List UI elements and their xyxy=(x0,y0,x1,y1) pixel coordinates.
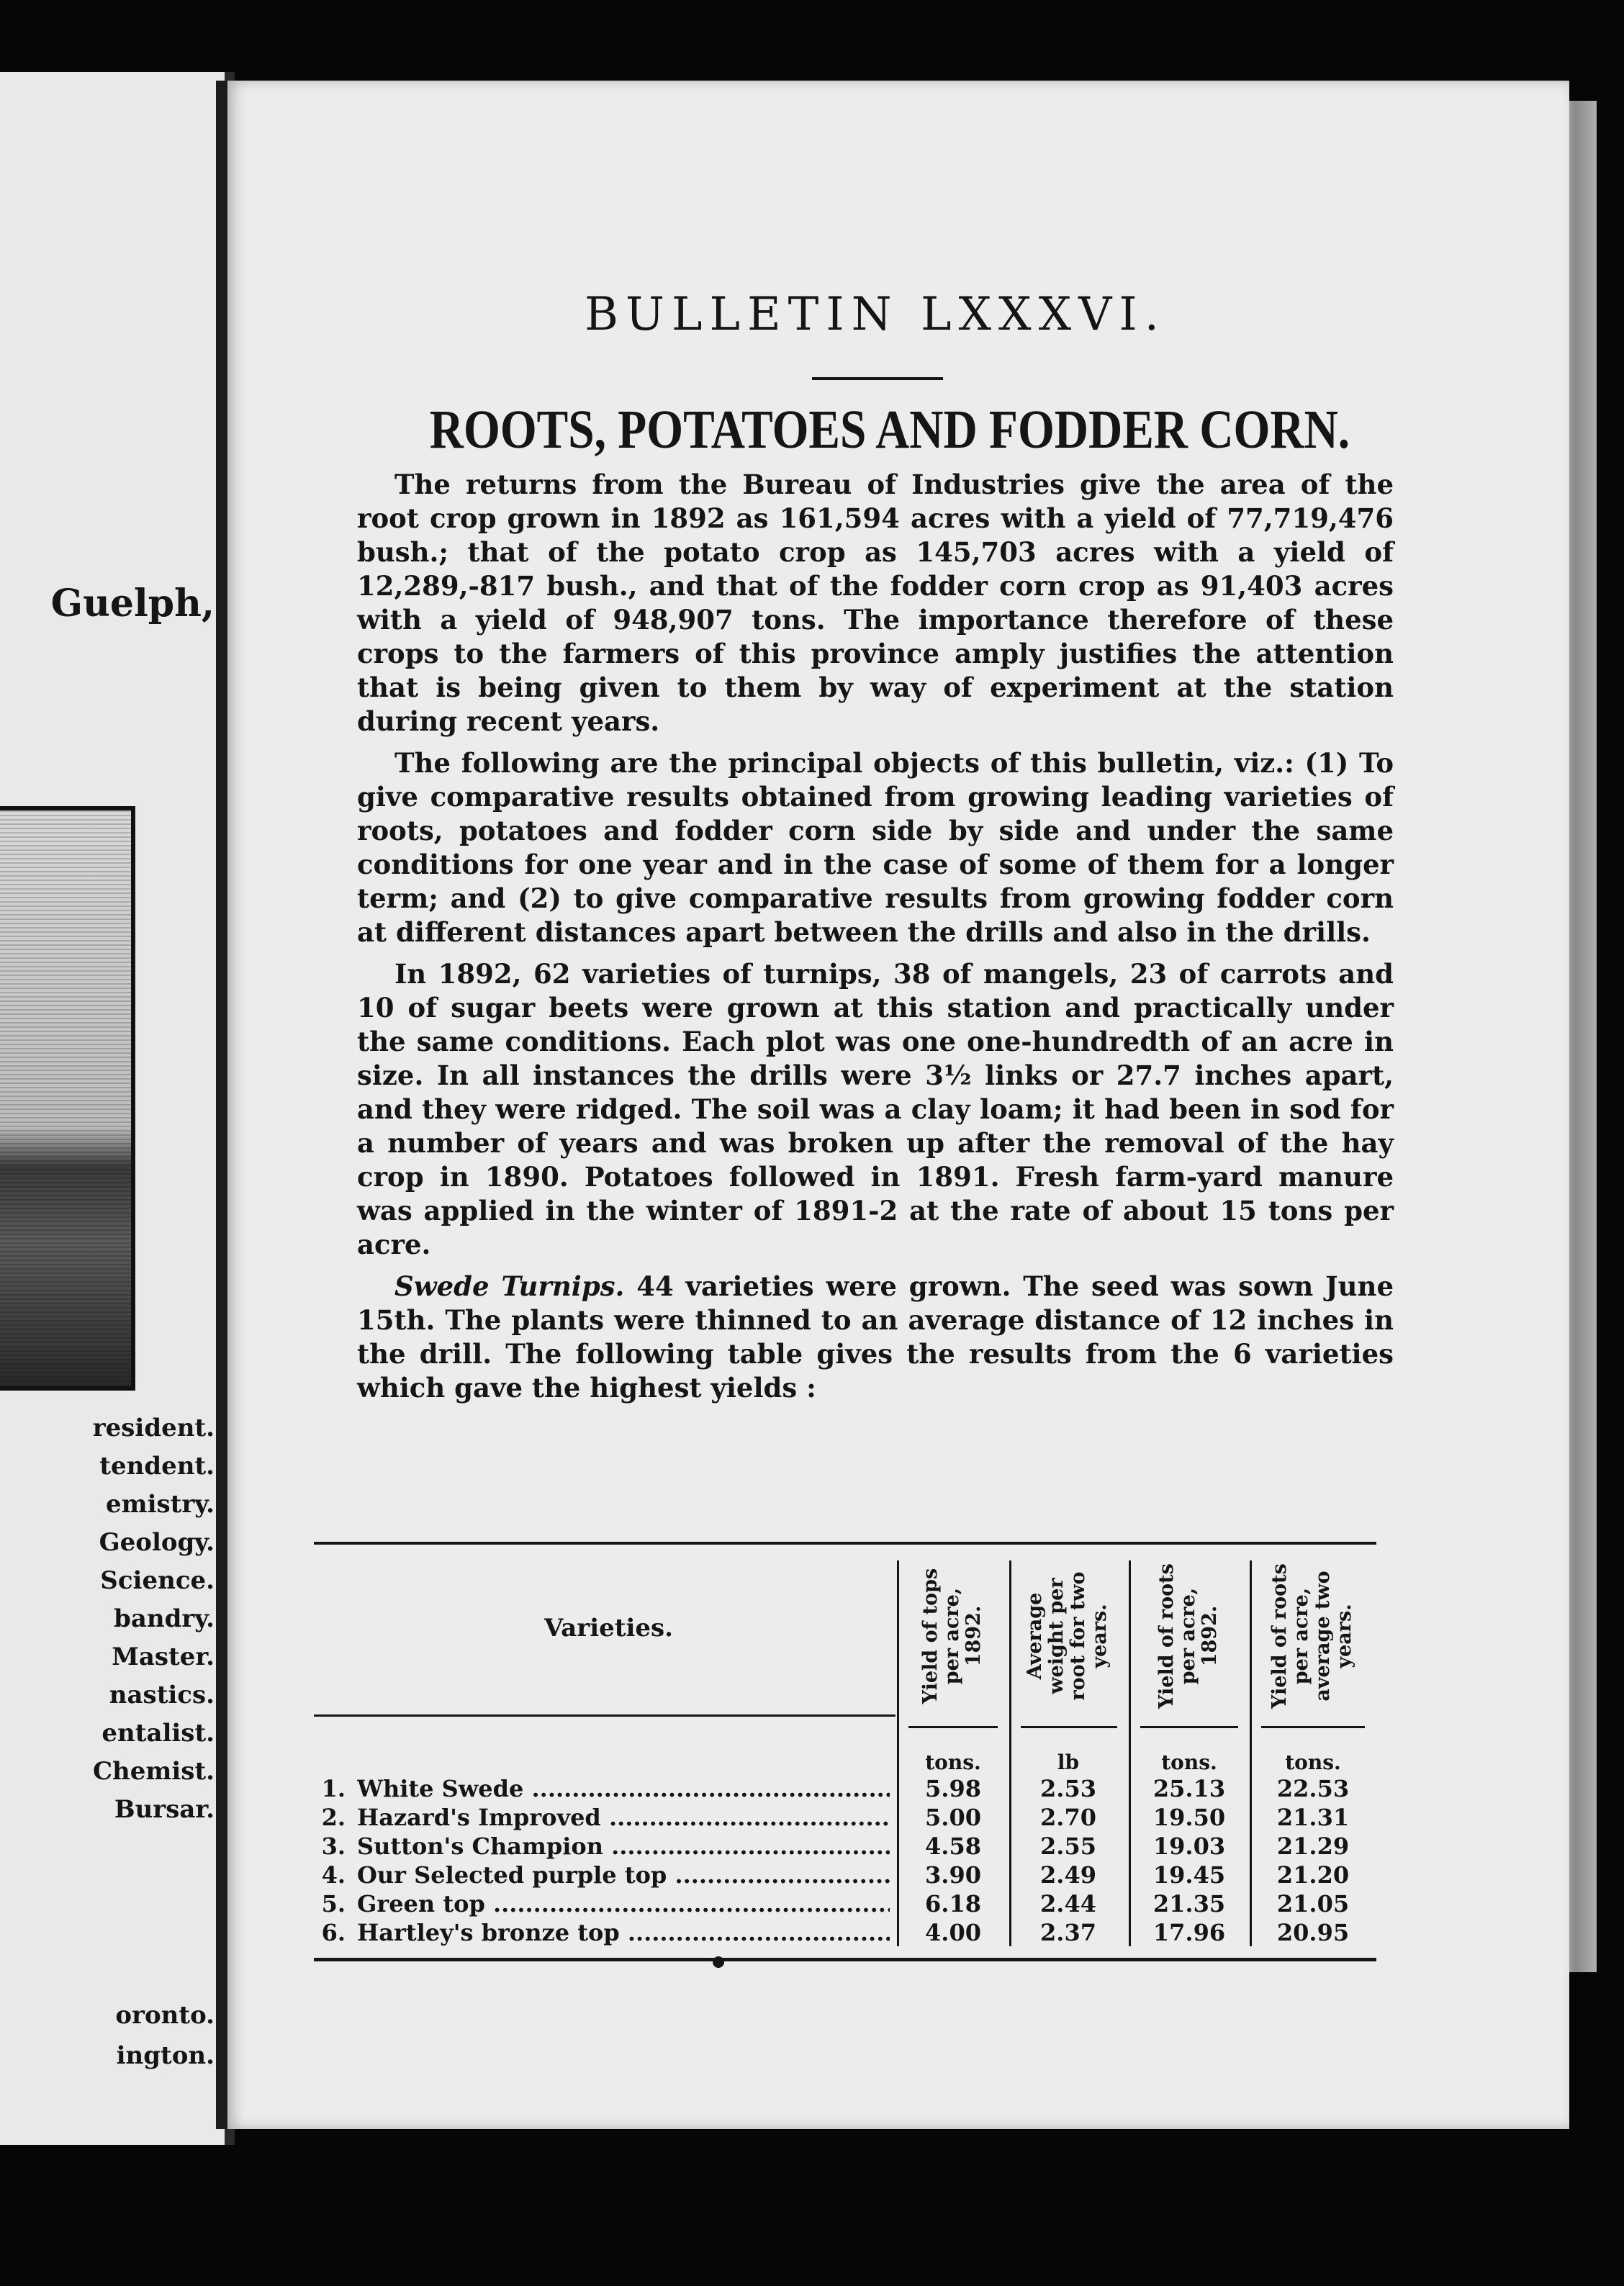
staff-title: Chemist. xyxy=(93,1757,215,1786)
roots-yield-average: 21.29 xyxy=(1276,1833,1350,1860)
variety-name: Sutton's Champion ..... xyxy=(357,1833,890,1860)
table-row xyxy=(314,1804,1376,1833)
tops-yield: 3.90 xyxy=(925,1861,981,1889)
root-weight: 2.53 xyxy=(1040,1775,1096,1802)
roots-yield: 21.35 xyxy=(1152,1890,1226,1917)
staff-title: resident. xyxy=(92,1414,215,1442)
facing-page-staff-list xyxy=(93,1409,215,1829)
tops-yield: 5.00 xyxy=(925,1804,981,1831)
root-weight: 2.70 xyxy=(1040,1804,1096,1831)
table-row xyxy=(314,1775,1376,1804)
root-weight: 2.55 xyxy=(1040,1833,1096,1860)
column-header-rule xyxy=(1261,1726,1365,1728)
table-top-rule xyxy=(314,1542,1376,1545)
roots-yield: 25.13 xyxy=(1152,1775,1226,1802)
row-number: 2. xyxy=(321,1804,346,1831)
staff-title: nastics. xyxy=(109,1681,215,1709)
roots-yield-average: 21.05 xyxy=(1276,1890,1350,1917)
staff-title: bandry. xyxy=(114,1604,215,1633)
bulletin-number: BULLETIN LXXXVI. xyxy=(584,288,1167,341)
column-header xyxy=(1024,1556,1111,1716)
column-header-rule xyxy=(1021,1726,1117,1728)
page-mark-dot xyxy=(713,1956,724,1968)
paragraph: The following are the principal objects of this bulletin, viz.: (1) To give comparative results obtained from growing leading varieties of roots, potatoes and fodder corn side by side and under the same conditions for one year and in the case of some of them for a longer term; and (2) to give comparative results from growing fodder corn at different distances apart between the drills and also in the drills. xyxy=(357,747,1394,948)
roots-yield-average: 22.53 xyxy=(1276,1775,1350,1802)
column-header-rule xyxy=(1140,1726,1238,1728)
column-header-text: Average weight per root for two years. xyxy=(1024,1571,1111,1701)
variety-name: White Swede ..... xyxy=(357,1775,890,1802)
bulletin-page xyxy=(216,81,1569,2129)
paragraph xyxy=(357,1270,1394,1405)
unit-label: tons. xyxy=(1285,1750,1341,1774)
roots-yield-average: 20.95 xyxy=(1276,1919,1350,1946)
staff-title: emistry. xyxy=(106,1490,215,1519)
table-bottom-rule xyxy=(314,1958,1376,1961)
facing-page-heading: Guelph, xyxy=(50,582,215,625)
column-header-text: Yield of roots per acre, 1892. xyxy=(1155,1563,1221,1709)
variety-name: Green top ..... xyxy=(357,1890,890,1917)
column-header xyxy=(920,1556,985,1716)
column-header-text: Yield of roots per acre, average two years. xyxy=(1268,1563,1355,1709)
table-row xyxy=(314,1833,1376,1861)
roots-yield: 17.96 xyxy=(1152,1919,1226,1946)
row-number: 1. xyxy=(321,1775,346,1802)
tops-yield: 6.18 xyxy=(925,1890,981,1917)
staff-title: Science. xyxy=(100,1566,215,1595)
root-weight: 2.44 xyxy=(1040,1890,1096,1917)
body-text xyxy=(357,468,1394,1413)
column-header xyxy=(1268,1556,1355,1716)
roots-yield: 19.50 xyxy=(1152,1804,1226,1831)
tops-yield: 5.98 xyxy=(925,1775,981,1802)
staff-title: entalist. xyxy=(102,1719,215,1748)
variety-name: Hartley's bronze top ..... xyxy=(357,1919,890,1946)
row-number: 3. xyxy=(321,1833,346,1860)
page-title: ROOTS, POTATOES AND FODDER CORN. xyxy=(429,399,1350,460)
swede-turnips-text: 44 varieties were grown. The seed was sown June 15th. The plants were thinned to an average distance of 12 inches in the drill. The following table gives the results from the 6 varieties which gave the highest yields : xyxy=(357,1270,1394,1404)
staff-title: Master. xyxy=(112,1643,215,1671)
column-header-text: Yield of tops per acre, 1892. xyxy=(919,1568,985,1704)
row-number: 4. xyxy=(321,1861,346,1889)
swede-turnips-label: Swede Turnips. xyxy=(394,1270,625,1302)
roots-yield: 19.45 xyxy=(1152,1861,1226,1889)
staff-title: Geology. xyxy=(99,1528,215,1557)
table-header-rule xyxy=(314,1715,896,1717)
roots-yield: 19.03 xyxy=(1152,1833,1226,1860)
paragraph: In 1892, 62 varieties of turnips, 38 of mangels, 23 of carrots and 10 of sugar beets were grown at this station and practically under the same conditions. Each plot was one one-hundredth of an acre in size. In all instances the drills were 3½ links or 27.7 inches apart, and they were ridged. The soil was a clay loam; it had been in sod for a number of years and was broken up after the removal of the hay crop in 1890. Potatoes followed in 1891. Fresh farm-yard manure was applied in the winter of 1891-2 at the rate of about 15 tons per acre. xyxy=(357,958,1394,1260)
staff-title: Bursar. xyxy=(114,1795,215,1824)
row-number: 5. xyxy=(321,1890,346,1917)
unit-label: tons. xyxy=(1161,1750,1217,1774)
table-row xyxy=(314,1919,1376,1948)
column-header-rule xyxy=(908,1726,998,1728)
column-header xyxy=(1156,1556,1221,1716)
variety-name: Our Selected purple top ..... xyxy=(357,1861,890,1889)
root-weight: 2.49 xyxy=(1040,1861,1096,1889)
tops-yield: 4.00 xyxy=(925,1919,981,1946)
roots-yield-average: 21.31 xyxy=(1276,1804,1350,1831)
variety-name: Hazard's Improved ..... xyxy=(357,1804,890,1831)
facing-page xyxy=(0,72,235,2145)
table-row xyxy=(314,1861,1376,1890)
title-divider xyxy=(812,377,943,380)
varieties-header: Varieties. xyxy=(544,1614,673,1643)
unit-label: tons. xyxy=(925,1750,981,1774)
staff-title: tendent. xyxy=(99,1452,215,1481)
place-name: ington. xyxy=(116,2041,215,2070)
paragraph: The returns from the Bureau of Industries give the area of the root crop grown in 1892 as 161,594 acres with a yield of 77,719,476 bush.; that of the potato crop as 145,703 acres with a yield of 12,289,-817 bush., and that of the fodder corn crop as 91,403 acres with a yield of 948,907 tons. The importance therefore of these crops to the farmers of this province amply justifies the attention that is being given to them by way of experiment at the station during recent years. xyxy=(357,469,1394,737)
place-name: oronto. xyxy=(115,2001,215,2030)
roots-yield-average: 21.20 xyxy=(1276,1861,1350,1889)
unit-label: lb xyxy=(1057,1750,1080,1774)
table-row xyxy=(314,1890,1376,1919)
tops-yield: 4.58 xyxy=(925,1833,981,1860)
facing-page-engraving xyxy=(0,806,135,1391)
root-weight: 2.37 xyxy=(1040,1919,1096,1946)
row-number: 6. xyxy=(321,1919,346,1946)
facing-page-places xyxy=(115,1995,215,2076)
